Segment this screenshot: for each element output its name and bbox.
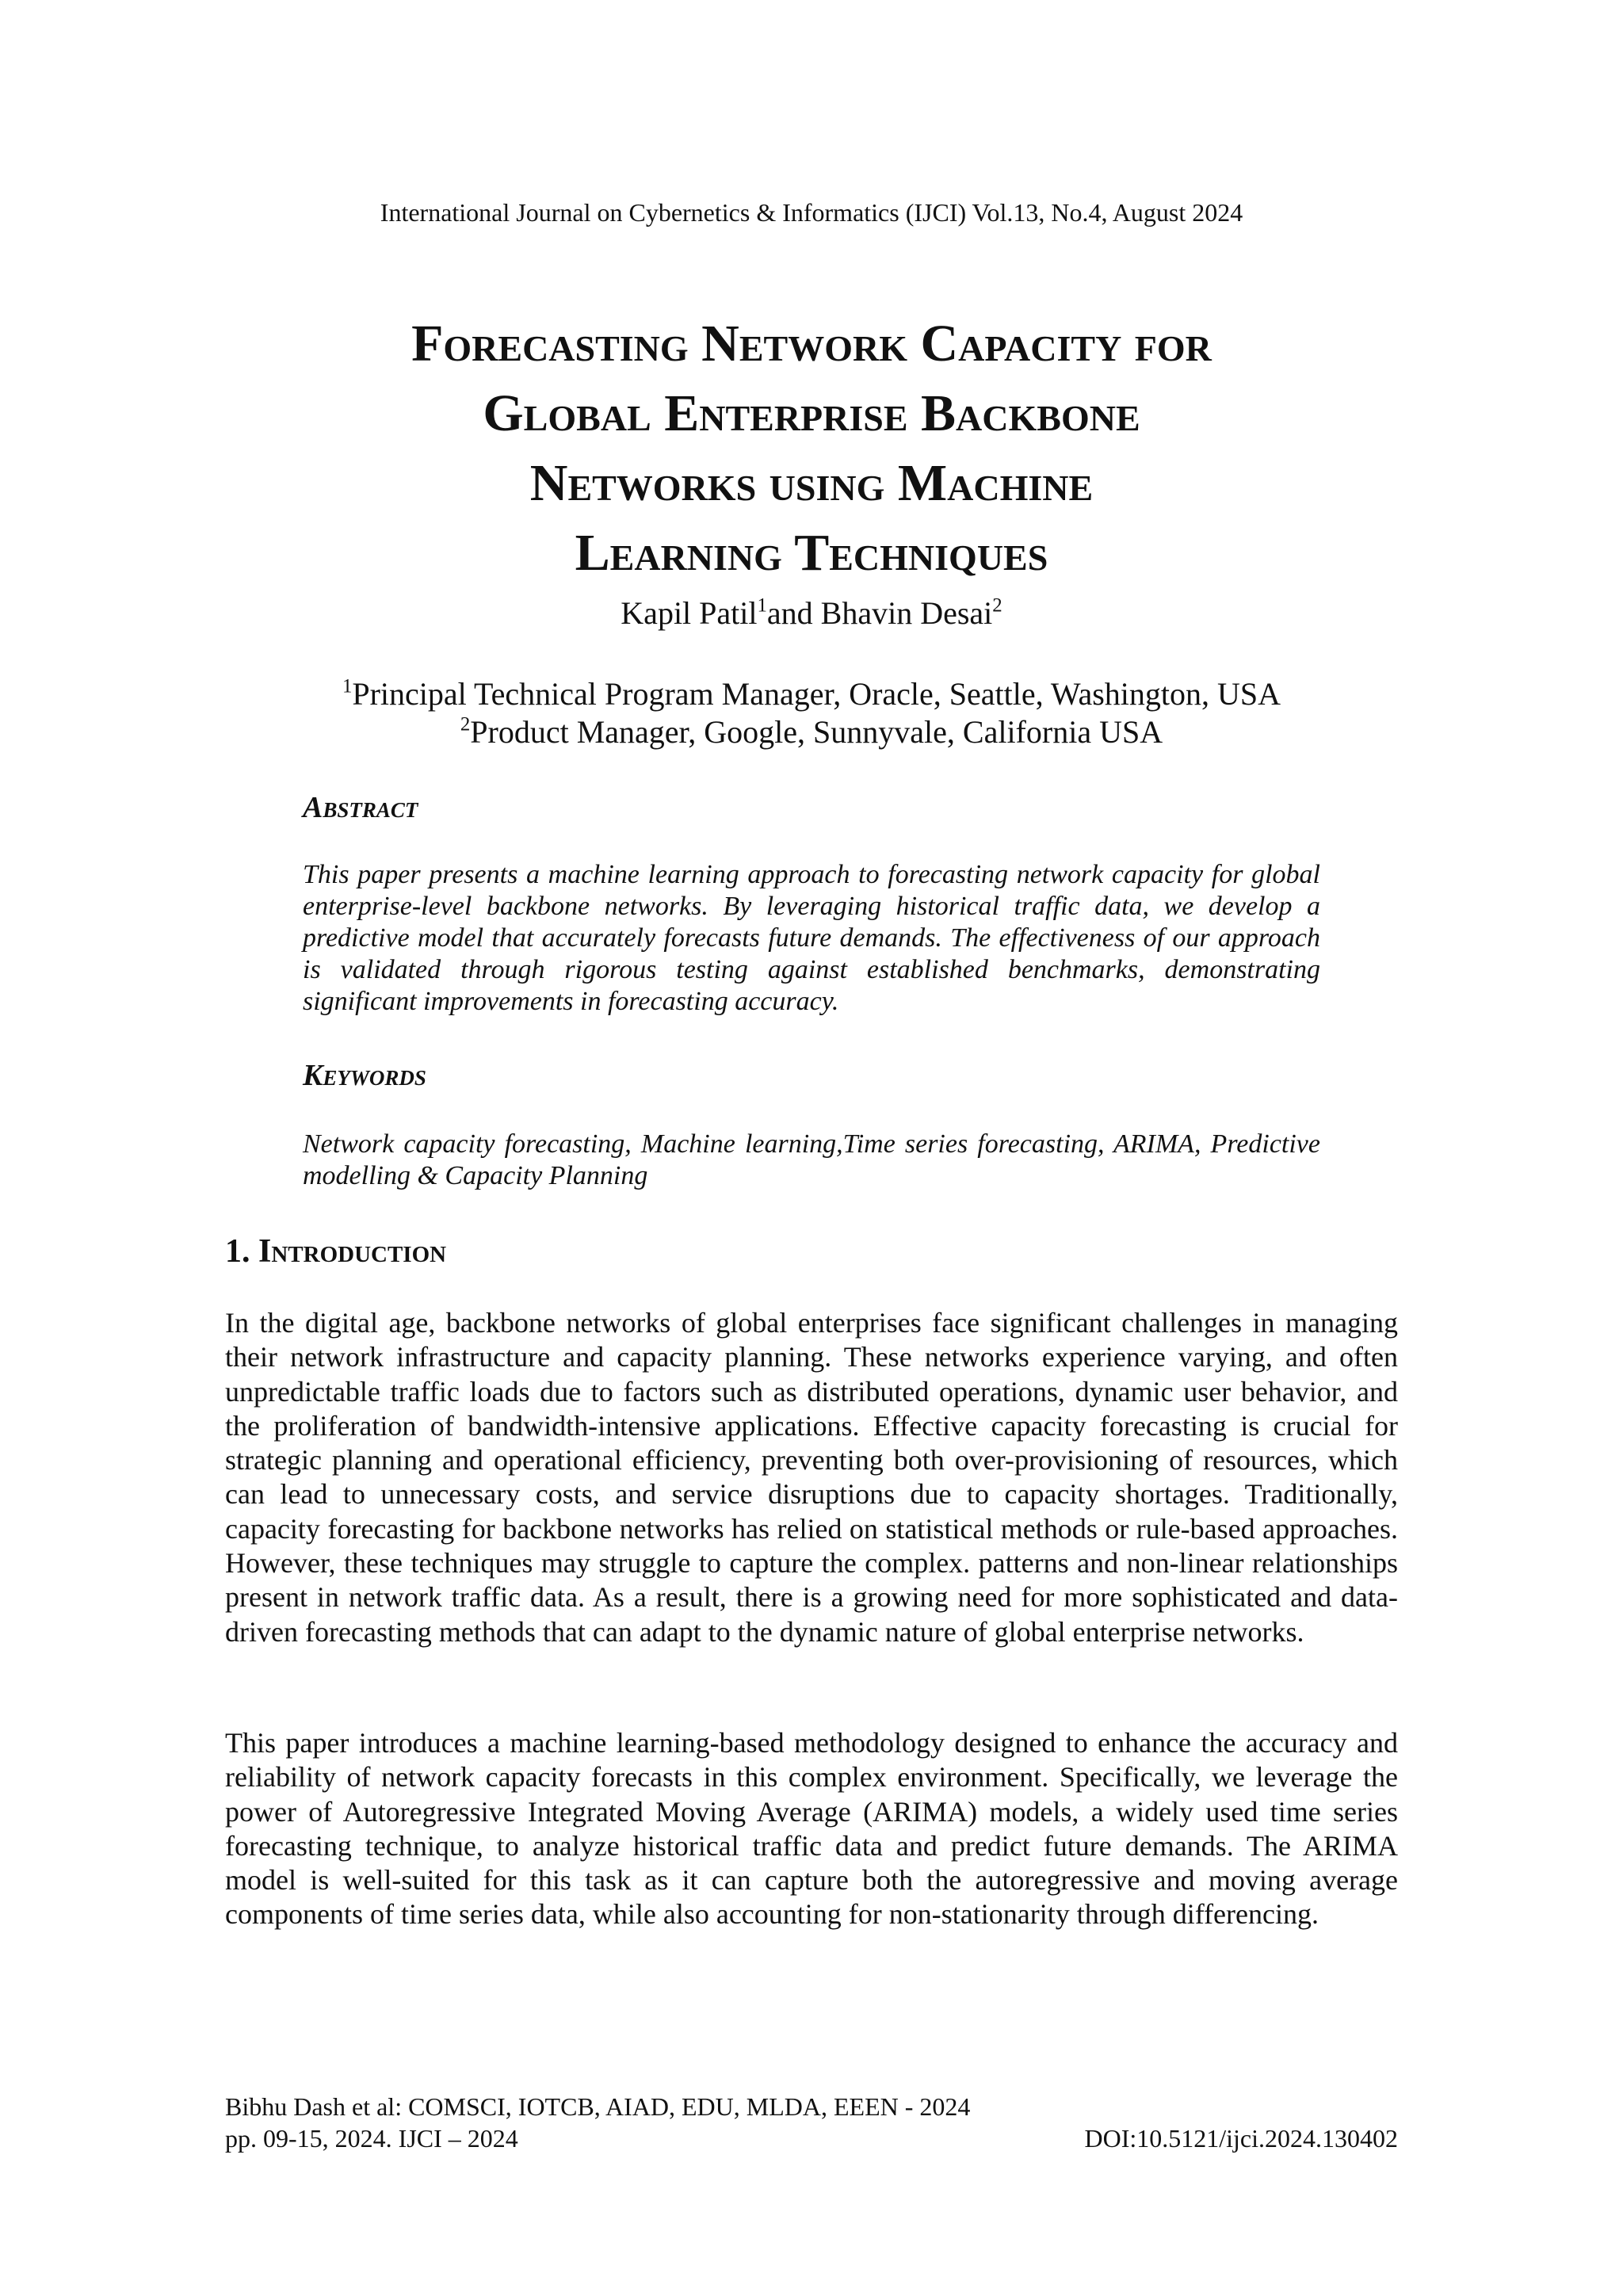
body-paragraph: This paper introduces a machine learning-based methodology designed to enhance the accuracy and reliability of network capacity forecasts in this complex environment. Specifically, we leverage the power of Autoregressive Integrated Moving Average (ARIMA) models, a widely used time series forecasting technique, to analyze historical traffic data and predict future demands. The ARIMA model is well-suited for this task as it can capture both the autoregressive and moving average components of time series data, while also accounting for non-stationarity through differencing. [225, 1727, 1398, 1931]
author-connector: and Bhavin Desai [766, 595, 993, 631]
abstract-heading: Abstract [303, 791, 418, 824]
title-line: Forecasting Network Capacity for [411, 315, 1212, 372]
footer-doi: DOI:10.5121/ijci.2024.130402 [1084, 2124, 1398, 2153]
author-superscript: 1 [757, 594, 767, 617]
title-line: Learning Techniques [575, 524, 1048, 582]
affiliation-text: Principal Technical Program Manager, Oracle, Seattle, Washington, USA [352, 676, 1281, 712]
author-line [0, 593, 1623, 634]
footer-citation [225, 2091, 970, 2154]
keywords-text: Network capacity forecasting, Machine learning,Time series forecasting, ARIMA, Predictive modelling & Capacity Planning [303, 1129, 1320, 1190]
paper-title [238, 309, 1385, 588]
section-heading-introduction: 1. Introduction [225, 1233, 447, 1270]
title-line: Global Enterprise Backbone [483, 384, 1140, 442]
running-header: International Journal on Cybernetics & Informatics (IJCI) Vol.13, No.4, August 2024 [380, 198, 1243, 227]
affiliation [0, 675, 1623, 713]
author-superscript: 2 [992, 594, 1002, 617]
body-paragraph: In the digital age, backbone networks of global enterprises face significant challenges in managing their network infrastructure and capacity planning. These networks experience varying, and often unpredictable traffic loads due to factors such as distributed operations, dynamic user behavior, and the proliferation of bandwidth-intensive applications. Effective capacity forecasting is crucial for strategic planning and operational efficiency, preventing both over-provisioning of resources, which can lead to unnecessary costs, and service disruptions due to capacity shortages. Traditionally, capacity forecasting for backbone networks has relied on statistical methods or rule-based approaches. However, these techniques may struggle to capture the complex. patterns and non-linear relationships present in network traffic data. As a result, there is a growing need for more sophisticated and data-driven forecasting methods that can adapt to the dynamic nature of global enterprise networks. [225, 1307, 1398, 1648]
affiliation-text: Product Manager, Google, Sunnyvale, California USA [470, 714, 1163, 750]
author-name: Kapil Patil [621, 595, 758, 631]
affiliations [0, 675, 1623, 751]
footer-pages: pp. 09-15, 2024. IJCI – 2024 [225, 2124, 518, 2153]
title-line: Networks using Machine [529, 454, 1094, 512]
affiliation-superscript: 2 [460, 713, 471, 735]
footer-proceedings: Bibhu Dash et al: COMSCI, IOTCB, AIAD, EDU, MLDA, EEEN - 2024 [225, 2092, 971, 2121]
keywords-heading: Keywords [303, 1059, 426, 1092]
affiliation [0, 713, 1623, 751]
abstract-text: This paper presents a machine learning approach to forecasting network capacity for global enterprise-level backbone networks. By leveraging historical traffic data, we develop a predictive model that accurately forecasts future demands. The effectiveness of our approach is validated through rigorous testing against established benchmarks, demonstrating significant improvements in forecasting accuracy. [303, 860, 1320, 1016]
affiliation-superscript: 1 [342, 675, 353, 697]
